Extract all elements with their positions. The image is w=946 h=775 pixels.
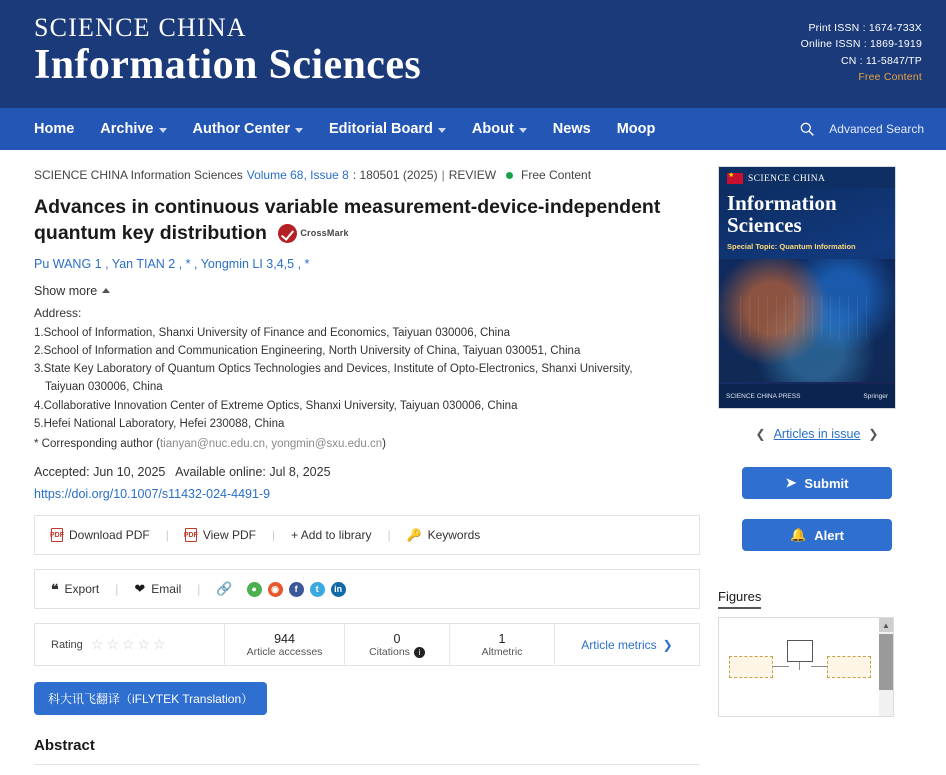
download-pdf-label: Download PDF <box>69 528 150 543</box>
page-body <box>0 150 946 775</box>
breadcrumb-separator: | <box>441 168 445 182</box>
issn-block <box>801 20 922 85</box>
article-metrics-label: Article metrics <box>581 637 657 652</box>
figure-scrollbar[interactable] <box>879 618 893 716</box>
chevron-down-icon <box>295 128 303 133</box>
keywords-button[interactable] <box>407 528 481 542</box>
search-icon[interactable] <box>799 121 815 137</box>
submit-label: Submit <box>804 475 849 491</box>
figures-heading: Figures <box>718 589 761 609</box>
divider: | <box>115 582 119 597</box>
address-item: 4.Collaborative Innovation Center of Extreme Optics, Shanxi University, Taiyuan 030006, China <box>34 399 518 412</box>
cover-footer <box>719 384 895 408</box>
author-list[interactable]: Pu WANG 1 , Yan TIAN 2 , * , Yongmin LI 3,4,5 , * <box>34 256 310 271</box>
cover-subtitle: Special Topic: Quantum Information <box>727 242 856 252</box>
article-metrics-bar <box>34 623 700 666</box>
chevron-down-icon <box>519 128 527 133</box>
breadcrumb-issue-link[interactable]: Volume 68, Issue 8 <box>246 168 349 182</box>
next-article-icon[interactable]: ❯ <box>868 427 879 441</box>
bell-icon: 🔔 <box>790 527 807 542</box>
cover-publisher-left: SCIENCE CHINA PRESS <box>726 392 801 400</box>
alert-button[interactable] <box>742 519 892 551</box>
nav-label-editorial-board: Editorial Board <box>328 121 433 137</box>
cover-badge <box>719 167 895 188</box>
keywords-label: Keywords <box>427 528 481 543</box>
address-label: Address: <box>34 305 82 320</box>
breadcrumb <box>34 168 700 182</box>
linkedin-icon[interactable]: in <box>331 582 346 597</box>
twitter-icon[interactable]: t <box>310 582 325 597</box>
advanced-search-link[interactable]: Advanced Search <box>829 122 924 136</box>
nav-label-home: Home <box>34 121 75 137</box>
nav-label-author-center: Author Center <box>192 121 290 137</box>
nav-item-archive[interactable] <box>100 121 166 137</box>
figure-connector-line <box>799 662 800 670</box>
print-issn: Print ISSN : 1674-733X <box>808 22 922 34</box>
pdf-icon: PDF <box>185 528 197 542</box>
quote-icon: ❝ <box>51 580 59 597</box>
breadcrumb-journal: SCIENCE CHINA Information Sciences <box>34 168 243 182</box>
info-icon[interactable]: i <box>414 647 425 658</box>
export-label: Export <box>64 582 100 597</box>
address-list <box>34 325 700 454</box>
sidebar <box>712 150 922 775</box>
cover-artwork <box>719 259 895 382</box>
main-navigation <box>0 108 946 150</box>
nav-label-about: About <box>471 121 514 137</box>
altmetric-label: Altmetric <box>481 645 523 658</box>
nav-item-about[interactable] <box>472 121 527 137</box>
divider: | <box>271 528 276 543</box>
address-item: 3.State Key Laboratory of Quantum Optics Technologies and Devices, Institute of Opto-Electronics, Shanxi University, <box>34 363 633 376</box>
metric-altmetric <box>450 624 555 665</box>
issue-navigation <box>712 427 922 441</box>
address-item: 1.School of Information, Shanxi University of Finance and Economics, Taiyuan 030006, China <box>34 326 511 339</box>
scrollbar-thumb[interactable] <box>879 634 893 690</box>
rating-widget[interactable] <box>35 624 225 665</box>
show-more-label: Show more <box>34 283 98 298</box>
show-more-toggle[interactable] <box>34 284 110 298</box>
metric-citations <box>345 624 450 665</box>
weibo-icon[interactable]: ◉ <box>268 582 283 597</box>
altmetric-value: 1 <box>498 631 506 646</box>
rating-label: Rating <box>51 638 83 651</box>
nav-label-news: News <box>552 121 591 137</box>
key-icon: 🔑 <box>406 528 422 543</box>
article-metrics-link[interactable] <box>555 624 699 665</box>
address-item-continued: Taiyuan 030006, China <box>45 381 163 394</box>
cover-badge-text: SCIENCE CHINA <box>748 173 826 184</box>
rating-stars[interactable]: ☆☆☆☆☆ <box>90 636 169 653</box>
abstract-heading: Abstract <box>34 737 700 765</box>
chevron-up-icon <box>102 288 110 293</box>
cn-number: CN : 11-5847/TP <box>840 54 922 67</box>
breadcrumb-article-id: : 180501 (2025) <box>352 168 438 182</box>
figure-dashed-box-left <box>729 656 773 678</box>
breadcrumb-free-content: Free Content <box>521 168 592 182</box>
accesses-label: Article accesses <box>246 645 323 658</box>
accesses-value: 944 <box>274 631 295 646</box>
divider: | <box>165 528 169 543</box>
nav-label-moop: Moop <box>616 121 656 137</box>
articles-in-issue-link[interactable]: Articles in issue <box>773 427 861 441</box>
download-pdf-button[interactable] <box>51 528 150 542</box>
share-icon[interactable]: 🔗 <box>216 581 233 597</box>
metric-article-accesses <box>225 624 345 665</box>
crossmark-label: CrossMark <box>300 228 349 239</box>
site-masthead <box>0 0 946 108</box>
china-flag-icon <box>727 173 743 184</box>
article-title-text: Advances in continuous variable measurement-device-independent quantum key distribution <box>34 196 661 245</box>
chevron-down-icon <box>438 128 446 133</box>
corresponding-emails[interactable]: tianyan@nuc.edu.cn, yongmin@sxu.edu.cn <box>159 438 383 451</box>
corresponding-prefix: * Corresponding author ( <box>34 438 160 451</box>
paper-plane-icon: ➤ <box>785 475 797 490</box>
figure-center-box <box>787 640 813 662</box>
facebook-icon[interactable]: f <box>289 582 304 597</box>
breadcrumb-article-type: REVIEW <box>448 168 497 182</box>
divider: | <box>197 582 201 597</box>
nav-item-editorial-board[interactable] <box>329 121 446 137</box>
crossmark-badge[interactable] <box>278 224 348 243</box>
figure-dashed-box-right <box>827 656 871 678</box>
nav-item-moop[interactable] <box>617 121 656 137</box>
corresponding-author <box>34 436 700 453</box>
divider: | <box>387 528 391 543</box>
main-column <box>0 150 700 775</box>
cover-publisher-right: Springer <box>863 392 888 400</box>
view-pdf-label: View PDF <box>202 528 256 543</box>
view-pdf-button[interactable] <box>185 528 256 542</box>
social-share-group <box>247 582 346 597</box>
issue-cover-image[interactable] <box>718 166 896 409</box>
figure-connector-line <box>811 666 827 667</box>
heart-icon: ❤ <box>134 581 146 597</box>
cover-title: Information Sciences <box>727 191 837 238</box>
address-item: 2.School of Information and Communication Engineering, North University of China, Taiyuan 030051, China <box>34 344 581 357</box>
free-content-dot-icon <box>506 172 513 179</box>
figure-connector-line <box>773 666 789 667</box>
email-label: Email <box>151 582 182 597</box>
citations-value: 0 <box>393 631 401 646</box>
journal-name-line2: Information Sciences <box>34 42 422 89</box>
citations-label <box>369 646 425 658</box>
export-button[interactable] <box>51 581 99 598</box>
article-dates <box>34 465 700 479</box>
article-actions-bar <box>34 515 700 555</box>
scroll-up-icon[interactable]: ▲ <box>879 618 893 632</box>
chevron-down-icon <box>159 128 167 133</box>
page-title <box>34 194 694 247</box>
add-to-library-button[interactable] <box>291 528 371 542</box>
email-button[interactable] <box>134 581 181 597</box>
nav-item-home[interactable] <box>34 121 74 137</box>
pdf-icon: PDF <box>51 528 63 542</box>
free-content-label: Free Content <box>858 70 922 83</box>
citations-label-text: Citations <box>369 645 410 658</box>
figure-thumbnail[interactable] <box>718 617 894 717</box>
add-to-library-label: + Add to library <box>291 528 372 543</box>
prev-article-icon[interactable]: ❮ <box>755 427 766 441</box>
accepted-date: Accepted: Jun 10, 2025 <box>34 465 166 480</box>
address-item: 5.Hefei National Laboratory, Hefei 230088, China <box>34 417 285 430</box>
wechat-icon[interactable]: ● <box>247 582 262 597</box>
nav-item-news[interactable] <box>553 121 591 137</box>
online-issn: Online ISSN : 1869-1919 <box>800 38 922 51</box>
submit-button[interactable] <box>742 467 892 499</box>
nav-item-author-center[interactable] <box>193 121 303 137</box>
journal-name-line1: SCIENCE CHINA <box>34 13 247 42</box>
share-actions-bar <box>34 569 700 609</box>
nav-label-archive: Archive <box>100 121 154 137</box>
crossmark-icon <box>278 224 297 243</box>
chevron-right-icon: ❯ <box>662 637 673 652</box>
doi-link[interactable]: https://doi.org/10.1007/s11432-024-4491-9 <box>34 487 271 502</box>
iflytek-translate-button[interactable]: 科大讯飞翻译（iFLYTEK Translation） <box>34 682 267 715</box>
available-online-date: Available online: Jul 8, 2025 <box>175 465 331 480</box>
corresponding-suffix: ) <box>382 438 386 451</box>
alert-label: Alert <box>814 527 844 543</box>
nav-right-group <box>799 121 924 137</box>
